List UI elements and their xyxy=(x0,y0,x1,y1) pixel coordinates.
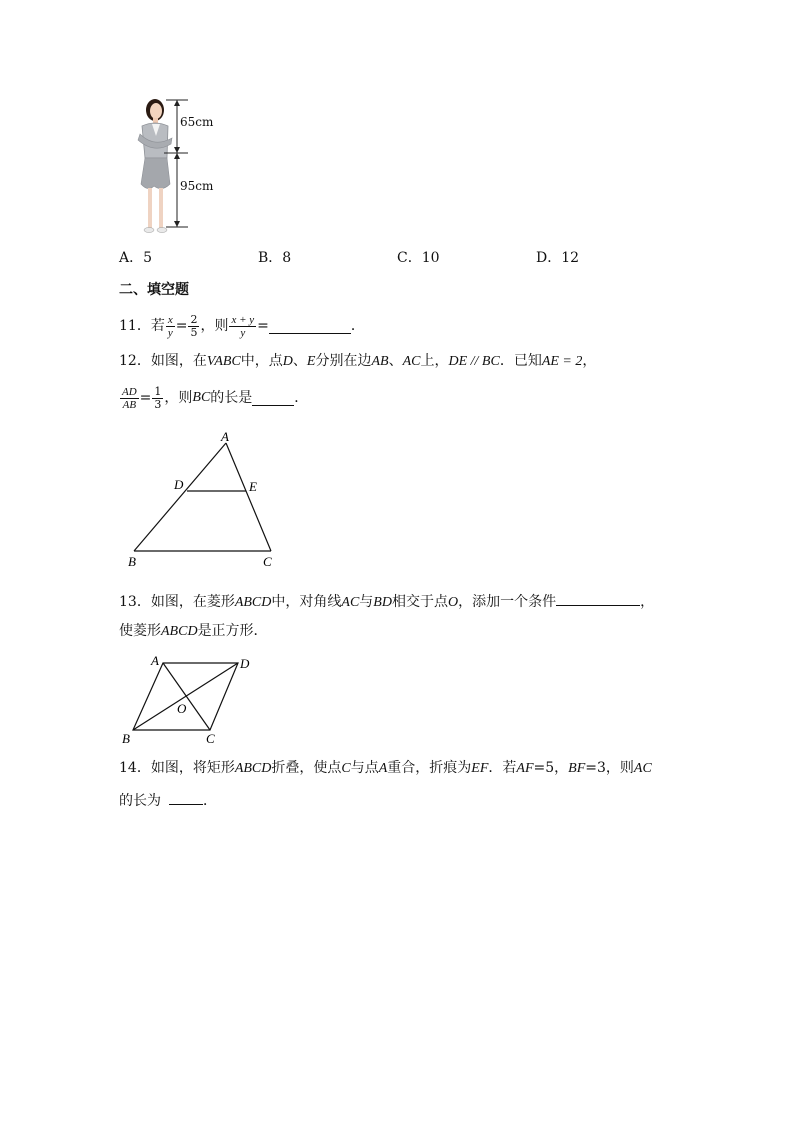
fraction-2-over-5: $\frac{2}{5}$ xyxy=(190,312,198,339)
question-14-line-2: 的长为 ． xyxy=(119,790,217,810)
rhombus-figure xyxy=(118,650,268,745)
option-b: B．8 xyxy=(258,250,292,266)
option-c: C．10 xyxy=(397,250,440,266)
answer-blank-14[interactable] xyxy=(169,790,203,805)
question-13-line-1: 13．如图，在菱形 ABCD 中，对角线 AC 与 BD 相交于点 O ，添加一个条件 ， xyxy=(119,591,654,612)
section-heading: 二、填空题 xyxy=(119,282,189,298)
question-12-line-2: $\frac{AD}{AB}$ = $\frac{1}{3}$ ，则 BC 的长是 ． xyxy=(122,384,309,411)
vertex-b: B xyxy=(128,554,136,569)
fraction-1-over-3: $\frac{1}{3}$ xyxy=(154,384,162,411)
point-d: D xyxy=(174,477,184,492)
question-13-line-2: 使菱形ABCD是正方形． xyxy=(119,623,268,639)
answer-blank-12[interactable] xyxy=(252,391,294,406)
center-o-13: O xyxy=(177,701,187,716)
vertex-c: C xyxy=(263,554,272,569)
vertex-d-13: D xyxy=(240,656,250,671)
question-11: 11．若 $\frac{x}{y}$ = $\frac{2}{5}$ ，则 $\frac{x + y}{y}$ = ． xyxy=(119,312,365,339)
label-95cm: 95cm xyxy=(180,179,214,193)
vertex-b-13: B xyxy=(122,731,130,745)
point-e: E xyxy=(249,479,257,494)
fraction-x-over-y: $\frac{x}{y}$ xyxy=(167,313,173,339)
option-d: D．12 xyxy=(536,250,580,266)
person-height-figure xyxy=(118,96,228,242)
fraction-ad-over-ab: $\frac{AD}{AB}$ xyxy=(122,385,137,411)
vertex-a: A xyxy=(221,429,229,444)
fraction-xplusy-over-y: $\frac{x + y}{y}$ xyxy=(231,313,255,339)
question-12-line-1: 12．如图，在VABC中，点D、E分别在边AB、AC上，DE // BC．已知AE = 2， xyxy=(119,353,597,369)
question-14-line-1: 14．如图，将矩形ABCD折叠，使点C与点A重合，折痕为EF．若AF=5，BF=3，则AC xyxy=(119,760,652,776)
answer-blank-11[interactable] xyxy=(269,319,351,334)
answer-blank-13[interactable] xyxy=(556,591,640,606)
vertex-a-13: A xyxy=(151,653,159,668)
option-a: A．5 xyxy=(119,250,153,266)
triangle-figure xyxy=(120,428,290,578)
label-65cm: 65cm xyxy=(180,115,214,129)
vertex-c-13: C xyxy=(206,731,215,745)
